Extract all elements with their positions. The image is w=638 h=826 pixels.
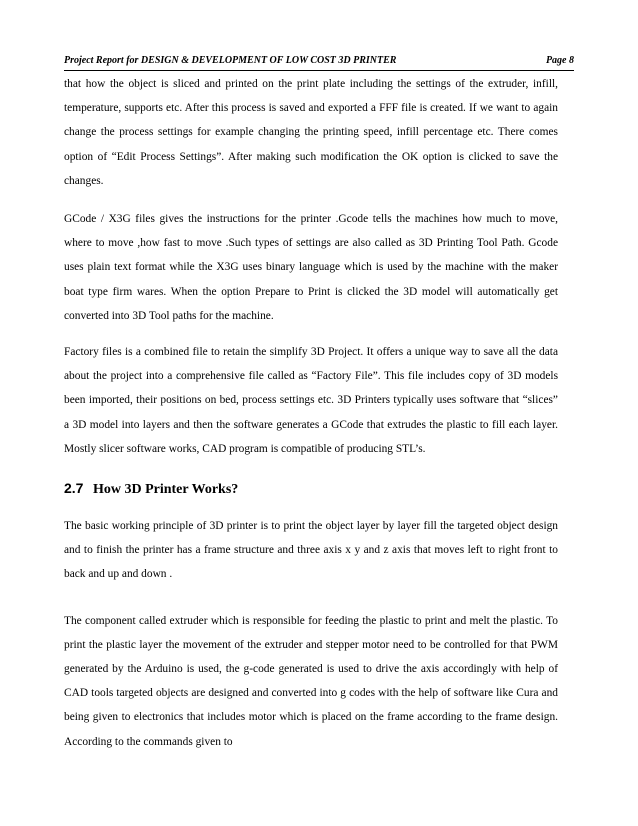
paragraph-extruder: The component called extruder which is responsible for feeding the plastic to print and melt the plastic. To print the plastic layer the movement of the extruder and stepper motor need to be controlled for that PWM generated by the Arduino is used, the g-code generated is used to drive the axis accordingly with help of CAD tools targeted objects are designed and converted into g codes with the help of software like Cura and being given to electronics that includes motor which is placed on the frame according to the frame design. According to the commands given to (64, 614, 558, 748)
section-title: How 3D Printer Works? (92, 482, 239, 498)
paragraph-gcode-x3g: GCode / X3G files gives the instructions for the printer .Gcode tells the machines how much to move, where to move ,how fast to move .Such types of settings are also called as 3D Printing Tool Path. Gcode uses plain text format while the X3G uses binary language which is used by the machine with the maker boat type firm wares. When the option Prepare to Print is clicked the 3D model will automatically get converted into 3D Tool paths for the machine. (64, 213, 558, 322)
page-body (64, 72, 558, 754)
report-title: Project Report for DESIGN & DEVELOPMENT OF LOW COST 3D PRINTER (64, 55, 397, 66)
header-rule (64, 70, 574, 71)
page-number: Page 8 (545, 55, 574, 66)
section-number: 2.7 (64, 480, 84, 497)
section-heading (64, 478, 558, 500)
paragraph-factory-files: Factory files is a combined file to retain the simplify 3D Project. It offers a unique way to save all the data about the project into a comprehensive file called as “Factory File”. This file includes copy of 3D models been imported, their positions on bed, process settings etc. 3D Printers typically uses software that “slices” a 3D model into layers and then the software generates a GCode that extrudes the plastic to fill each layer. Mostly slicer software works, CAD program is compatible of producing STL’s. (64, 346, 558, 455)
paragraph-working-principle: The basic working principle of 3D printer is to print the object layer by layer fill the targeted object design and to finish the printer has a frame structure and three axis x y and z axis that moves left to right front to back and up and down . (64, 520, 558, 581)
paragraph-process-settings: that how the object is sliced and printed on the print plate including the settings of the extruder, infill, temperature, supports etc. After this process is saved and exported a FFF file is created. If we want to again change the process settings for example changing the printing speed, infill percentage etc. There comes option of “Edit Process Settings”. After making such modification the OK option is clicked to save the changes. (64, 78, 558, 187)
